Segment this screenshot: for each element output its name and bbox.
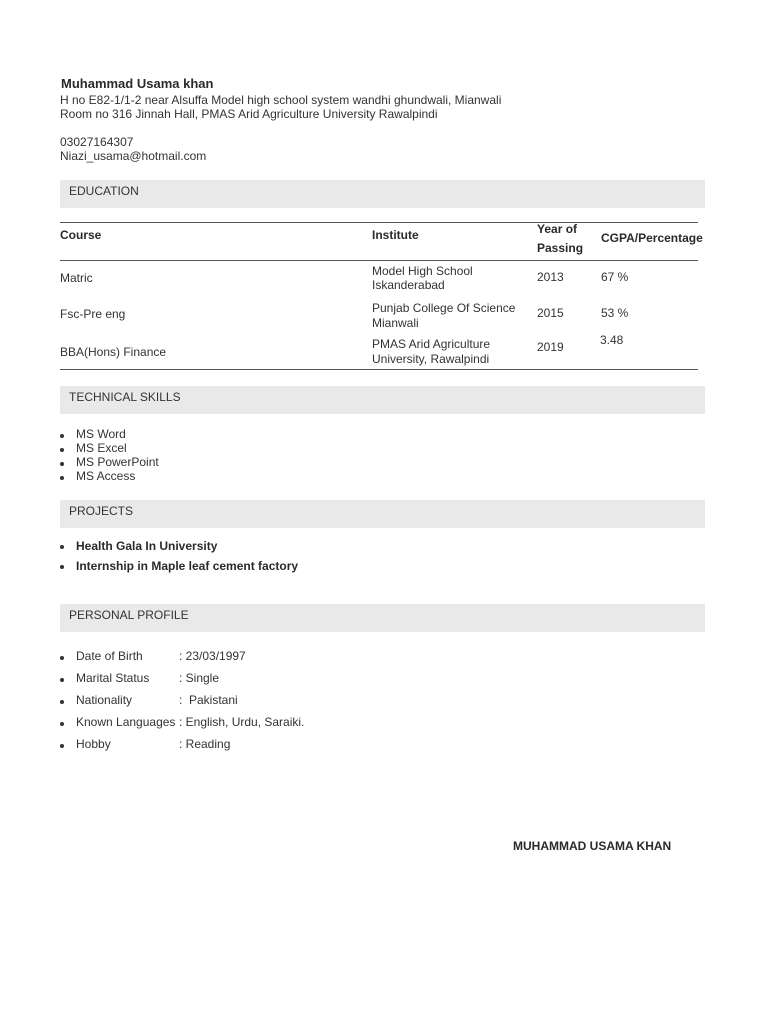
year-cell: 2019 bbox=[537, 340, 564, 354]
column-header-score: CGPA/Percentage bbox=[601, 231, 703, 245]
home-address: H no E82-1/1-2 near Alsuffa Model high school system wandhi ghundwali, Mianwali bbox=[60, 93, 502, 107]
score-cell: 53 % bbox=[601, 306, 629, 320]
technical-skills-list bbox=[60, 427, 159, 483]
list-item: Internship in Maple leaf cement factory bbox=[60, 559, 298, 579]
signature-name: MUHAMMAD USAMA KHAN bbox=[513, 839, 672, 853]
list-item bbox=[60, 649, 304, 671]
list-item bbox=[60, 693, 304, 715]
institute-cell-line-2: Iskanderabad bbox=[372, 278, 445, 292]
profile-value: : 23/03/1997 bbox=[179, 649, 246, 663]
column-header-institute: Institute bbox=[372, 228, 419, 242]
profile-label: Hobby bbox=[76, 737, 111, 751]
projects-list bbox=[60, 539, 298, 579]
list-item: MS PowerPoint bbox=[60, 455, 159, 469]
year-cell: 2015 bbox=[537, 306, 564, 320]
column-header-course: Course bbox=[60, 228, 102, 242]
university-address: Room no 316 Jinnah Hall, PMAS Arid Agriculture University Rawalpindi bbox=[60, 107, 438, 121]
list-item bbox=[60, 737, 304, 759]
profile-value: : English, Urdu, Saraiki. bbox=[179, 715, 305, 729]
profile-label: Date of Birth bbox=[76, 649, 143, 663]
section-header-personal-profile: PERSONAL PROFILE bbox=[60, 604, 705, 632]
score-cell: 67 % bbox=[601, 270, 629, 284]
profile-label: Nationality bbox=[76, 693, 133, 707]
table-top-rule bbox=[60, 222, 698, 223]
list-item: MS Excel bbox=[60, 441, 159, 455]
list-item: MS Word bbox=[60, 427, 159, 441]
table-bottom-rule bbox=[60, 369, 698, 370]
column-header-year-line-1: Year of bbox=[537, 222, 578, 236]
score-cell: 3.48 bbox=[600, 333, 624, 347]
course-cell: Fsc-Pre eng bbox=[60, 307, 126, 321]
institute-cell-line-2: University, Rawalpindi bbox=[372, 352, 490, 366]
course-cell: Matric bbox=[60, 271, 93, 285]
profile-value: : Single bbox=[179, 671, 220, 685]
section-header-projects: PROJECTS bbox=[60, 500, 705, 528]
year-cell: 2013 bbox=[537, 270, 564, 284]
institute-cell-line-1: Model High School bbox=[372, 264, 473, 278]
applicant-name: Muhammad Usama khan bbox=[61, 76, 214, 91]
list-item bbox=[60, 715, 304, 737]
profile-label: Marital Status bbox=[76, 671, 150, 685]
personal-profile-list bbox=[60, 649, 304, 759]
list-item: Health Gala In University bbox=[60, 539, 298, 559]
email-address: Niazi_usama@hotmail.com bbox=[60, 149, 207, 163]
institute-cell-line-1: PMAS Arid Agriculture bbox=[372, 337, 491, 351]
institute-cell-line-1: Punjab College Of Science bbox=[372, 301, 516, 315]
column-header-year-line-2: Passing bbox=[537, 241, 584, 255]
phone-number: 03027164307 bbox=[60, 135, 134, 149]
section-header-technical-skills: TECHNICAL SKILLS bbox=[60, 386, 705, 414]
institute-cell-line-2: Mianwali bbox=[372, 316, 419, 330]
profile-value: : Pakistani bbox=[179, 693, 238, 707]
profile-value: : Reading bbox=[179, 737, 231, 751]
table-header-rule bbox=[60, 260, 698, 261]
section-header-education: EDUCATION bbox=[60, 180, 705, 208]
course-cell: BBA(Hons) Finance bbox=[60, 345, 167, 359]
profile-label: Known Languages bbox=[76, 715, 176, 729]
list-item: MS Access bbox=[60, 469, 159, 483]
list-item bbox=[60, 671, 304, 693]
